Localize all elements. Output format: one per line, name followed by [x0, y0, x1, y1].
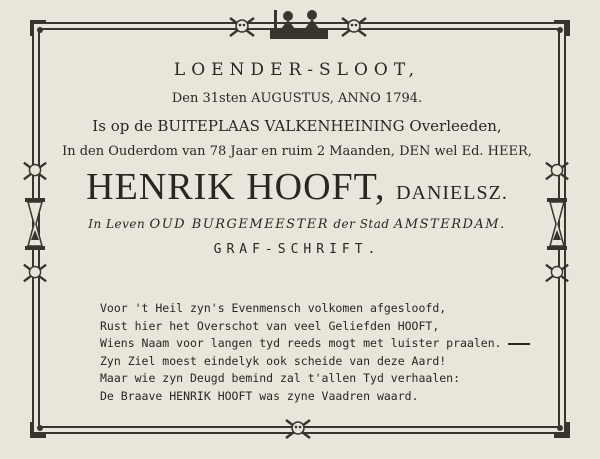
corner-ornament-icon — [26, 418, 50, 442]
office-prefix: In Leven — [88, 217, 146, 231]
dash-rule — [508, 343, 530, 345]
notice-body — [46, 58, 548, 257]
skull-crossbones-icon — [228, 16, 256, 38]
hourglass-icon — [547, 198, 567, 250]
skull-crossbones-icon — [22, 160, 48, 182]
epitaph-line-with-dash — [100, 335, 530, 353]
age-line: In den Ouderdom van 78 Jaar en ruim 2 Maanden, DEN wel Ed. HEER, — [62, 144, 532, 159]
skull-crossbones-icon — [22, 262, 48, 284]
corner-ornament-icon — [26, 16, 50, 40]
date-line: Den 31sten AUGUSTUS, ANNO 1794. — [171, 91, 423, 106]
epitaph-poem — [100, 300, 530, 405]
deceased-patronymic: DANIELSZ. — [396, 182, 508, 204]
office-line — [46, 217, 548, 232]
deceased-name-line — [46, 165, 548, 215]
epitaph-line: Zyn Ziel moest eindelyk ook scheide van deze Aard! — [100, 353, 447, 368]
office-title: OUD BURGEMEESTER — [149, 217, 330, 232]
skull-crossbones-icon — [284, 418, 312, 440]
skull-crossbones-icon — [340, 16, 368, 38]
deceased-name: HENRIK HOOFT, — [86, 166, 386, 208]
epitaph-line: Wiens Naam voor langen tyd reeds mogt met luister praalen. — [100, 336, 502, 350]
corner-ornament-icon — [550, 418, 574, 442]
place-line: Is op de BUITEPLAAS VALKENHEINING Overleeden, — [92, 117, 502, 135]
epitaph-line: Rust hier het Overschot van veel Geliefden HOOFT, — [100, 318, 440, 333]
epitaph-line: Voor 't Heil zyn's Evenmensch volkomen afgesloofd, — [100, 301, 447, 315]
corner-ornament-icon — [550, 16, 574, 40]
epitaph-heading: GRAF-SCHRIFT. — [213, 242, 381, 257]
hourglass-icon — [25, 198, 45, 250]
office-mid: der Stad — [333, 217, 390, 231]
skull-crossbones-icon — [544, 262, 570, 284]
office-city: AMSTERDAM. — [393, 217, 506, 232]
cherub-icon — [266, 4, 332, 42]
notice-title: LOENDER-SLOOT, — [173, 60, 421, 80]
epitaph-line: Maar wie zyn Deugd bemind zal t'allen Tyd verhaalen: — [100, 371, 461, 385]
epitaph-line: De Braave HENRIK HOOFT was zyne Vaadren waard. — [100, 388, 419, 403]
